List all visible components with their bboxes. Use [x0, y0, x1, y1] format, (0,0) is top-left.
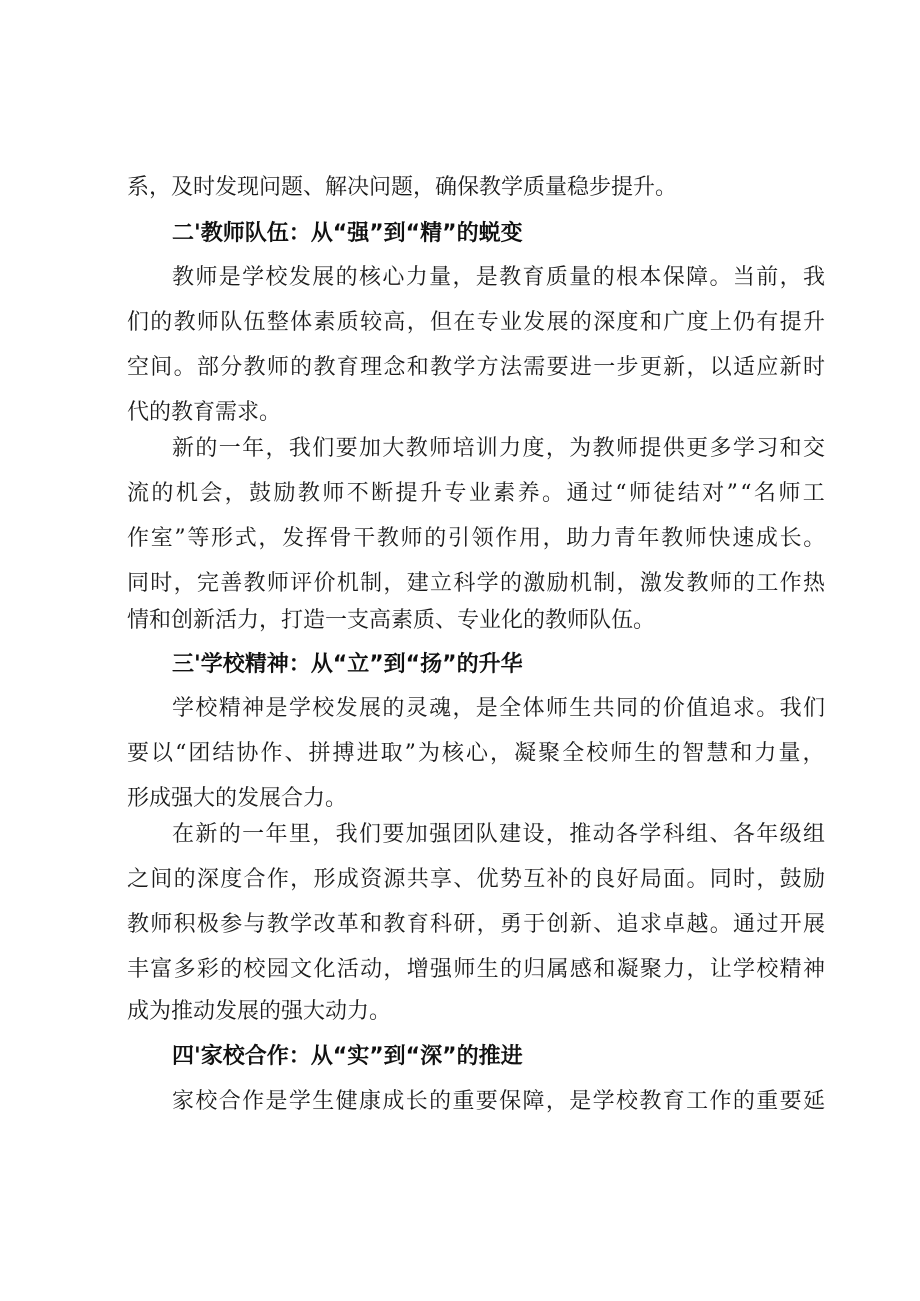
paragraph-line: 成为推动发展的强大动力。 [127, 999, 392, 1024]
paragraph-line: 们的教师队伍整体素质较高，但在专业发展的深度和广度上仍有提升 [127, 310, 827, 335]
paragraph-line: 情和创新活力，打造一支高素质、专业化的教师队伍。 [127, 608, 656, 633]
paragraph-line: 作室”等形式，发挥骨干教师的引领作用，助力青年教师快速成长。 [127, 526, 827, 551]
paragraph-line: 教师是学校发展的核心力量，是教育质量的根本保障。当前，我 [172, 265, 827, 290]
paragraph-line: 系，及时发现问题、解决问题，确保教学质量稳步提升。 [127, 175, 678, 200]
paragraph-line: 在新的一年里，我们要加强团队建设，推动各学科组、各年级组 [172, 822, 827, 847]
paragraph-line: 要以“团结协作、拼搏进取”为核心，凝聚全校师生的智慧和力量， [127, 741, 827, 766]
paragraph-line: 之间的深度合作，形成资源共享、优势互补的良好局面。同时，鼓励 [127, 867, 827, 892]
section-heading: 四'家校合作：从“实”到“深”的推进 [172, 1044, 523, 1069]
paragraph-line: 形成强大的发展合力。 [127, 786, 348, 811]
paragraph-line: 新的一年，我们要加大教师培训力度，为教师提供更多学习和交 [172, 436, 827, 461]
paragraph-line: 学校精神是学校发展的灵魂，是全体师生共同的价值追求。我们 [172, 696, 827, 721]
paragraph-line: 空间。部分教师的教育理念和教学方法需要进一步更新，以适应新时 [127, 355, 827, 380]
paragraph-line: 教师积极参与教学改革和教育科研，勇于创新、追求卓越。通过开展 [127, 912, 827, 937]
paragraph-line: 家校合作是学生健康成长的重要保障，是学校教育工作的重要延 [172, 1089, 827, 1114]
paragraph-line: 丰富多彩的校园文化活动，增强师生的归属感和凝聚力，让学校精神 [127, 957, 827, 982]
paragraph-line: 同时，完善教师评价机制，建立科学的激励机制，激发教师的工作热 [127, 571, 827, 596]
paragraph-line: 代的教育需求。 [127, 400, 282, 425]
section-heading: 三'学校精神：从“立”到“扬”的升华 [172, 652, 523, 677]
paragraph-line: 流的机会，鼓励教师不断提升专业素养。通过“师徒结对”“名师工 [127, 481, 828, 506]
section-heading: 二'教师队伍：从“强”到“精”的蜕变 [172, 221, 523, 246]
